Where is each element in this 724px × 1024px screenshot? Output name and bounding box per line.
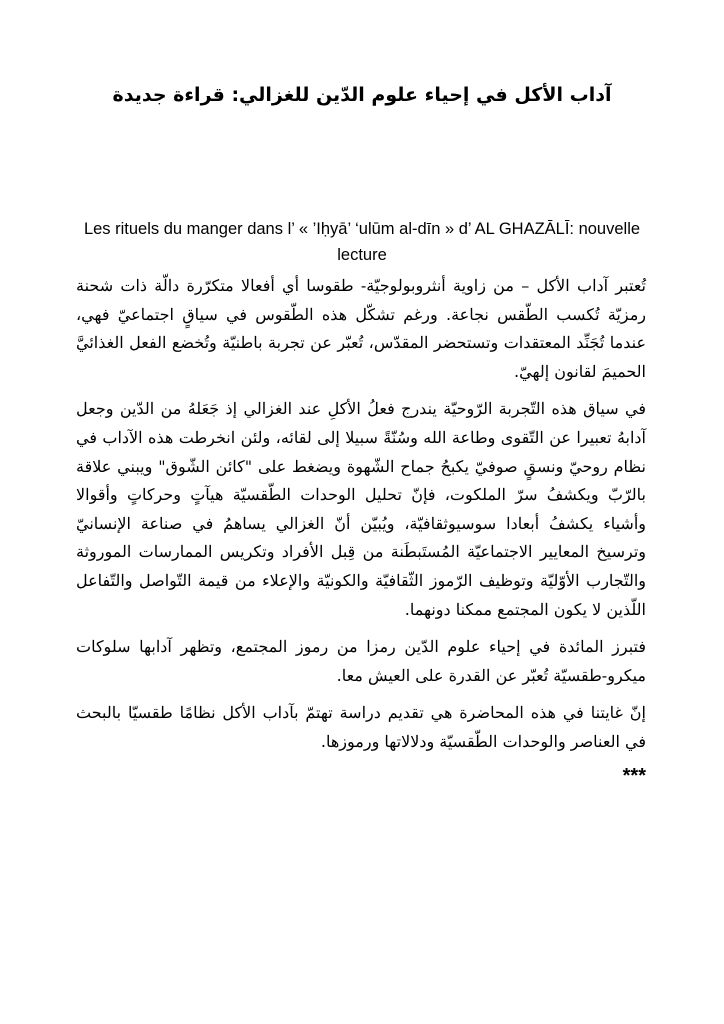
section-separator: *** (622, 764, 646, 787)
french-title: Les rituels du manger dans l’ « ’Iḥyā’ ‘ulūm al-dīn » d’ AL GHAZĀLĪ: nouvelle lecture (83, 220, 641, 264)
paragraph-3: فتبرز المائدة في إحياء علوم الدّين رمزا من رموز المجتمع، وتظهر آدابها سلوكات ميكرو-طقسيّة تُعبّر عن القدرة على العيش معا. (76, 637, 646, 685)
paragraph-2: في سياق هذه التّجربة الرّوحيّة يندرج فعلُ الأكلِ عند الغزالي إذ جَعَلهُ من الدّين وجعل آدابهُ تعبيرا عن التّقوى وطاعة الله وسُنّةً سبيلا إلى لقائه، ولئن انخرطت هذه الآداب في نظام روحيّ ونسقٍ صوفيّ يكبحُ جماح الشّهوة ويضغط على "كائن الشّوق" ويبني علاقة بالرّبّ ويكشفُ سرّ الملكوت، فإنّ تحليل الوحدات الطّقسيّة هيآتٍ وحركاتٍ وأقوالا وأشياء يكشفُ أبعادا سوسيوثقافيّة، ويُبيّن أنّ الغزالي يساهمُ في صناعة الإنسانيّ وترسيخ المعايير الاجتماعيّة المُستَبطَنة من قِبل الأفراد وتكريس الممارسات الموروثة والتّجارب الأوّليّة وتوظيف الرّموز الثّقافيّة والكونيّة والإعلاء من قيمة التّواصل والتّفاعل اللّذين لا يكون المجتمع ممكنا دونهما. (76, 399, 646, 619)
arabic-title: آداب الأكل في إحياء علوم الدّين للغزالي: قراءة جديدة (112, 84, 612, 106)
abstract-body (76, 272, 646, 789)
paragraph-4: إنّ غايتنا في هذه المحاضرة هي تقديم دراسة تهتمّ بآداب الأكل نظامًا طقسيّا بالبحث في العناصر والوحدات الطّقسيّة ودلالاتها ورموزها. (76, 703, 646, 751)
paragraph-1: تُعتبر آداب الأكل – من زاوية أنثروبولوجيّة- طقوسا أي أفعالا متكرّرة دالّة ذات شحنة رمزيّة تُكسب الطّقس نجاعة. ورغم تشكّل هذه الطّقوس في سياقٍ اجتماعيّ فهي، عندما تُجَنِّد المعتقدات وتستحضر المقدّس، تُعبّر عن تجربة باطنيّة وتُخضع الفعل الغذائيَّ الحميمَ لقانون إلهيّ. (76, 276, 646, 381)
